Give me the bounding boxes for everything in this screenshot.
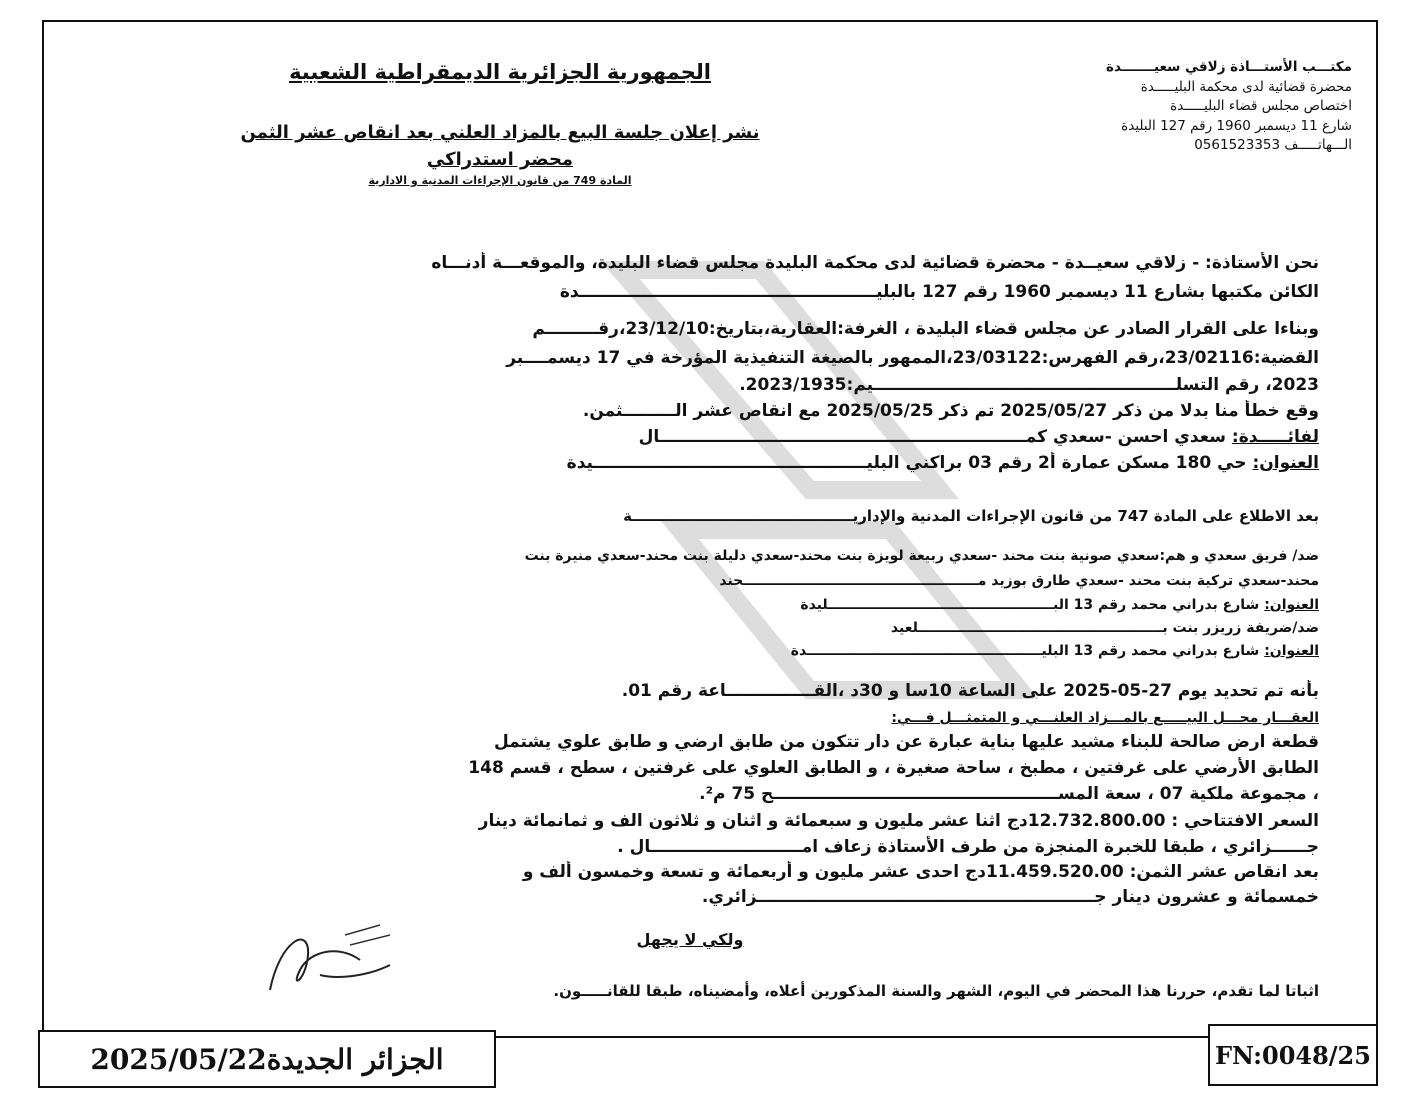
reduced-price-line: بعد انقاص عشر الثمن: 11.459.520.00دج احدى عشر مليون و أربعمائة و تسعة وخمسون ألف و xyxy=(522,862,1319,882)
address-label: العنوان: xyxy=(1264,597,1319,613)
article-reference: المادة 749 من قانون الإجراءات المدنية و الادارية xyxy=(368,174,632,187)
address-label: العنوان: xyxy=(1264,643,1319,659)
body-line: وقع خطأ منا بدلا من ذكر 2025/05/27 تم ذكر 2025/05/25 مع انقاص عشر الـــــــــثمن. xyxy=(582,401,1319,421)
report-title: محضر استدراكي xyxy=(426,149,574,170)
body-line: العقـــار محـــل البيـــــع بالمـــزاد العلنـــي و المتمثـــل فـــي: xyxy=(891,710,1319,726)
newspaper-date-box: الجزائر الجديدة2025/05/22 xyxy=(38,1030,496,1088)
address-value: شارع بدراني محمد رقم 13 البـــــــــــــــــــــــــــــــــــــــــــــــليدة xyxy=(800,597,1265,613)
office-jurisdiction: اختصاص مجلس قضاء البليـــــدة xyxy=(1170,98,1352,114)
body-line: خمسمائة و عشرون دينار جــــــــــــــــــــــــــــــــــــــــــــــــــــــــــزائري. xyxy=(701,887,1319,907)
bailiff-office-block xyxy=(952,58,1352,156)
body-line: ضد/ضريفة زريزر بنت بـــــــــــــــــــــــــــــــــــــــــــــــــــلعيد xyxy=(890,620,1319,636)
body-line: ، مجموعة ملكية 07 ، سعة المســـــــــــــــــــــــــــــــــــــــــــــــــح 75 م². xyxy=(699,784,1319,804)
final-statement: اثباتا لما تقدم، حررنا هذا المحضر في اليوم، الشهر والسنة المذكورين أعلاه، وأمضيناه، طبقا للقانـــــون. xyxy=(553,982,1319,1000)
document-header xyxy=(140,60,860,187)
body-line: الطابق الأرضي على غرفتين ، مطبخ ، ساحة صغيرة ، و الطابق العلوي على غرفتين ، سطح ، قسم 148 xyxy=(468,758,1319,778)
notice-title: نشر إعلان جلسة البيع بالمزاد العلني بعد انقاص عشر الثمن xyxy=(240,122,760,143)
body-line: نحن الأستاذة: - زلاقي سعيــدة - محضرة قضائية لدى محكمة البليدة مجلس قضاء البليدة، والموقعـــة أدنـــاه xyxy=(431,253,1319,273)
defendant-address-line xyxy=(89,594,1319,616)
closing-phrase: ولكي لا يجهل xyxy=(636,930,744,949)
body-line: الكائن مكتبها بشارع 11 ديسمبر 1960 رقم 127 بالبليـــــــــــــــــــــــــــــــــــــــــــــــــــدة xyxy=(559,282,1319,302)
body-line: وبناءا على القرار الصادر عن مجلس قضاء البليدة ، الغرفة:العقارية،بتاريخ:23/12/10،رقـــــــــم xyxy=(532,319,1319,339)
file-number-box: FN:0048/25 xyxy=(1208,1024,1378,1086)
signature-image xyxy=(250,920,400,1000)
body-line: محند-سعدي تركية بنت محند -سعدي طارق بوزيد مـــــــــــــــــــــــــــــــــــــــــــــــــحند xyxy=(719,573,1319,589)
body-line: بعد الاطلاع على المادة 747 من قانون الإجراءات المدنية والإداريـــــــــــــــــــــــــــــــــــــــــــة xyxy=(623,507,1319,525)
office-name: مكتـــب الأستـــاذة زلاقي سعيـــــــدة xyxy=(1105,59,1352,75)
beneficiary-address-line xyxy=(89,452,1319,474)
body-line: 2023، رقم التسلــــــــــــــــــــــــــــــــــــــــــــــــــــيم:2023/1935. xyxy=(739,375,1319,395)
beneficiary-label: لفائـــــدة: xyxy=(1231,427,1319,447)
address-label: العنوان: xyxy=(1252,453,1319,473)
office-phone: الـــهاتـــــف 0561523353 xyxy=(1194,137,1352,153)
office-title: محضرة قضائية لدى محكمة البليـــــدة xyxy=(1140,78,1352,95)
opening-price-line: السعر الافتتاحي : 12.732.800.00دج اثنا عشر مليون و سبعمائة و اثنان و ثلاثون الف و ثمانمائة دينار xyxy=(478,811,1319,831)
address-value: شارع بدراني محمد رقم 13 البليـــــــــــــــــــــــــــــــــــــــــــــــــدة xyxy=(790,643,1265,659)
beneficiary-value: سعدي احسن -سعدي كمـــــــــــــــــــــــــــــــــــــــــــــــــــــــــــــــال xyxy=(638,427,1232,447)
office-address: شارع 11 ديسمبر 1960 رقم 127 البليدة xyxy=(1121,117,1352,134)
body-line: القضية:23/02116،رقم الفهرس:23/03122،الممهور بالصيغة التنفيذية المؤرخة في 17 ديسمــــبر xyxy=(506,348,1319,368)
beneficiary-line xyxy=(89,426,1319,448)
defendant-address-line xyxy=(89,640,1319,662)
body-line: قطعة ارض صالحة للبناء مشيد عليها بناية عبارة عن دار تتكون من طابق ارضي و طابق علوي يشتمل xyxy=(493,732,1319,752)
republic-title: الجمهورية الجزائرية الديمقراطية الشعبية xyxy=(289,60,711,84)
address-value: حي 180 مسكن عمارة أ2 رقم 03 براكني البليـــــــــــــــــــــــــــــــــــــــــــــــيدة xyxy=(566,453,1253,473)
body-line: ضد/ فريق سعدي و هم:سعدي صونية بنت محند -سعدي ربيعة لويزة بنت محند-سعدي دليلة بنت محند-سعدي منيرة بنت xyxy=(524,548,1319,564)
body-line: بأنه تم تحديد يوم 27-05-2025 على الساعة 10سا و 30د ،القـــــــــــــــاعة رقم 01. xyxy=(621,681,1319,701)
body-line: جــــــزائري ، طبقا للخبرة المنجزة من طرف الأستاذة زعاف امــــــــــــــــــــــــــال . xyxy=(617,837,1319,857)
